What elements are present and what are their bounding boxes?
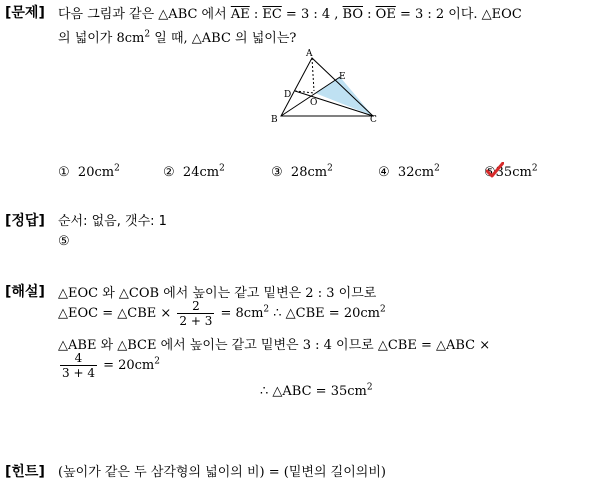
check-mark-icon [486,162,504,178]
fraction-numerator: 4 [60,351,97,366]
superscript: 2 [114,163,120,174]
answer-label: [정답] [5,213,45,229]
choice-number: ① [58,165,70,180]
solution-text: △EOC = △CBE × [58,306,176,321]
segment-oe: $\overline{OE}$ [375,7,396,22]
choice-5[interactable] [484,165,538,180]
superscript: 2 [531,163,538,174]
superscript: 2 [434,163,440,174]
line-ao [312,58,314,91]
segment-ec: $\overline{EC}$ [262,7,282,22]
problem-text: 의 넓이가 8cm [58,31,145,46]
superscript: 2 [263,304,270,315]
solution-text: ∴ △ABC = 35cm [260,384,367,399]
choice-2[interactable] [163,165,225,180]
problem-line-1 [58,3,522,22]
choice-text: 35cm [495,165,532,180]
point-b-label: B [271,115,278,125]
superscript: 2 [327,163,333,174]
choice-text: 28cm [290,165,328,180]
choice-number-checked [484,165,496,180]
choice-number: ④ [378,165,390,180]
fraction [177,299,214,328]
problem-text: 다음 그림과 같은 △ABC 에서 [58,7,231,22]
choice-text: 32cm [397,165,435,180]
fraction [60,351,97,380]
shaded-triangle-eoc [315,77,373,116]
problem-text: 일 때, △ABC 의 넓이는? [150,31,297,46]
ratio-text: = 3 : 2 이다. △EOC [395,7,522,22]
point-c-label: C [370,115,377,125]
choice-number: ⑤ [484,165,496,180]
solution-text: = 8cm [216,306,264,321]
point-d-label: D [284,90,292,100]
solution-line-5 [260,384,373,399]
problem-line-2 [58,27,296,46]
choice-3[interactable] [271,165,333,180]
hint-label: [힌트] [5,464,45,480]
fraction-denominator: 2 + 3 [179,314,213,328]
superscript: 2 [219,163,225,174]
choice-number: ③ [271,165,283,180]
choice-text: 24cm [182,165,220,180]
solution-line-2 [58,299,386,328]
solution-line-4 [58,351,160,380]
superscript: 2 [154,356,160,367]
problem-label: [문제] [5,5,45,21]
choice-4[interactable] [378,165,440,180]
hint-text: (높이가 같은 두 삼각형의 넓이의 비) = (밑변의 길이의비) [58,465,386,480]
superscript: 2 [144,29,151,40]
segment-ae: $\overline{AE}$ [230,7,250,22]
choice-1[interactable] [58,165,120,180]
choice-text: 20cm [77,165,115,180]
point-a-label: A [306,49,313,59]
solution-label: [해설] [5,284,45,300]
fraction-denominator: 3 + 4 [62,366,95,380]
superscript: 2 [366,382,373,393]
colon: : [249,7,263,22]
point-e-label: E [339,72,346,82]
solution-line-1: △EOC 와 △COB 에서 높이는 같고 밑변은 2 : 3 이므로 [58,286,377,301]
triangle-diagram [268,46,388,128]
ratio-text: = 3 : 4 , [281,7,343,22]
segment-bo: $\overline{BO}$ [342,7,363,22]
solution-text: ∴ △CBE = 20cm [269,306,380,321]
choice-number: ② [163,165,175,180]
point-o-label: O [310,98,318,108]
colon: : [363,7,376,22]
solution-line-3: △ABE 와 △BCE 에서 높이는 같고 밑변은 3 : 4 이므로 △CBE = △ABC × [58,338,491,353]
solution-text: = 20cm [98,358,155,373]
answer-line-2: ⑤ [58,234,70,249]
fraction-numerator: 2 [177,299,214,314]
answer-line-1: 순서: 없음, 갯수: 1 [58,214,167,229]
superscript: 2 [379,304,386,315]
